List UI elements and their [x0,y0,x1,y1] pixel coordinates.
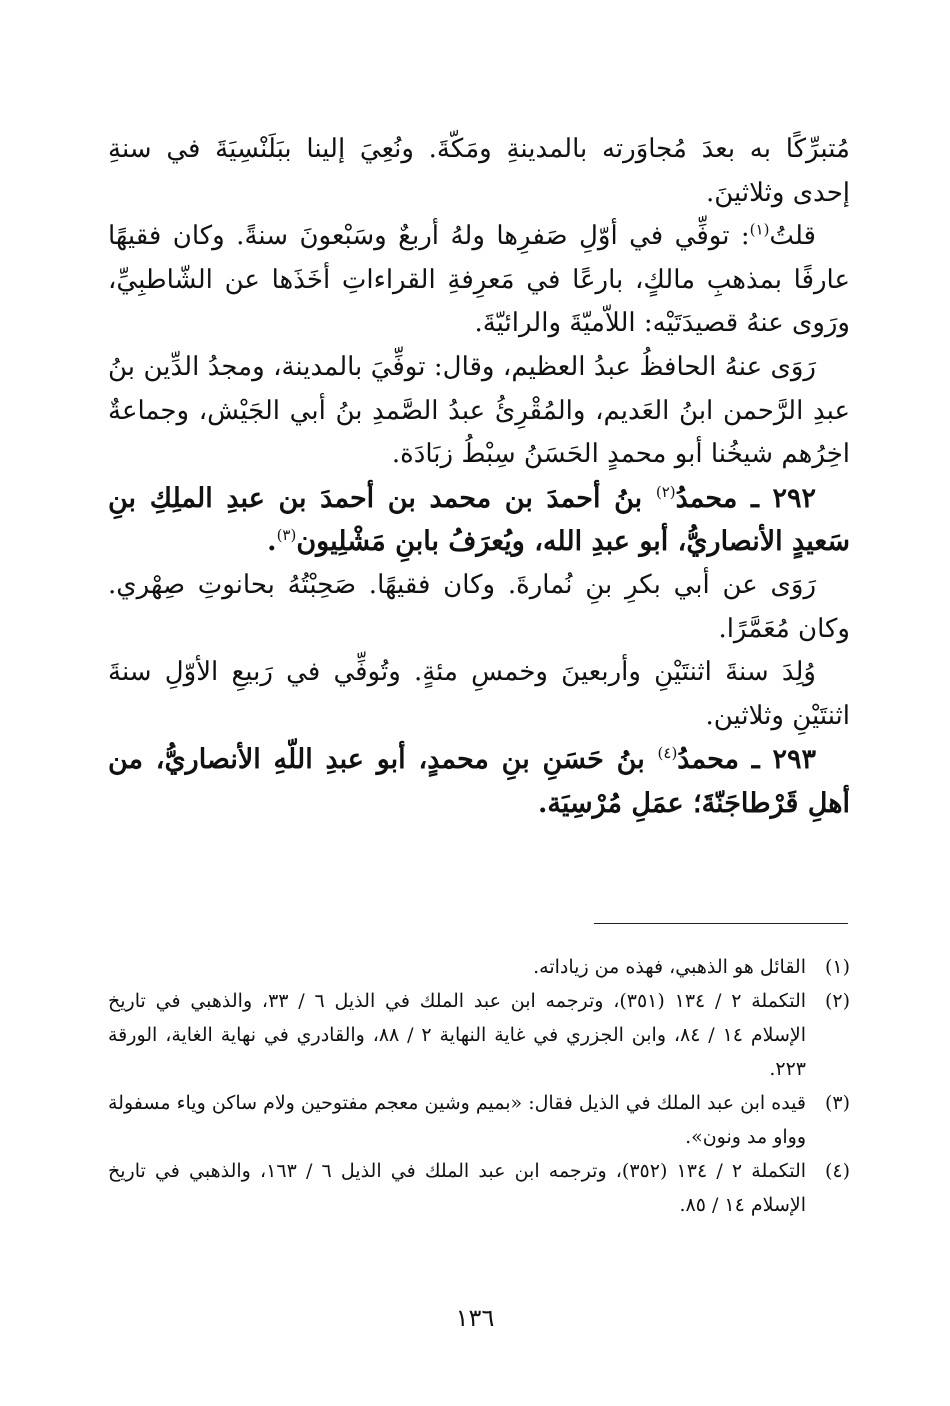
entry-293-head: ٢٩٣ ـ محمدُ [677,744,816,776]
footnote-text: التكملة ٢ / ١٣٤ (٣٥١)، وترجمه ابن عبد الملك في الذيل ٦ / ٣٣، والذهبي في تاريخ الإسلام ١٤ / ٨٤، وابن الجزري في غاية النهاية ٢ / ٨٨، والقادري في نهاية الغاية، الورقة ٢٢٣. [108,990,807,1080]
paragraph-1: مُتبرِّكًا به بعدَ مُجاوَرته بالمدينةِ ومَكّةَ. ونُعِيَ إلينا ببَلَنْسِيَةَ في سنةِ إحدى وثلاثينَ. [108,134,850,208]
footnote-ref-1: (١) [749,220,770,239]
paragraph-4: رَوَى عن أبي بكرِ بنِ نُمارةَ. وكان فقيهًا. صَحِبْتُهُ بحانوتِ صِهْري. وكان مُعَمَّرًا. [108,569,850,644]
paragraph-5: وُلِدَ سنةَ اثنتَيْنِ وأربعينَ وخمسِ مئةٍ. وتُوفِّي في رَبيعِ الأوّلِ سنةَ اثنتَيْنِ وثلاثين. [108,657,850,731]
footnote-number: (٣) [824,1092,850,1114]
footnote-2 [108,984,850,1086]
footnote-1 [108,950,850,984]
entry-292-end: . [267,526,277,558]
footnote-ref-3: (٣) [276,526,297,545]
entry-293-body: بنُ حَسَنِ بنِ محمدٍ، أبو عبدِ اللّهِ الأنصاريُّ، من أهلِ قَرْطاجَنّةَ؛ عمَلِ مُرْسِيَة. [108,744,850,819]
footnote-ref-2: (٢) [655,482,676,501]
footnote-number: (٢) [824,990,850,1012]
footnote-ref-4: (٤) [657,744,678,763]
footnote-3 [108,1086,850,1154]
footnote-text: التكملة ٢ / ١٣٤ (٣٥٢)، وترجمه ابن عبد الملك في الذيل ٦ / ١٦٣، والذهبي في تاريخ الإسلام ١٤ / ٨٥. [108,1160,807,1216]
footnote-4 [108,1154,850,1222]
footnote-text: القائل هو الذهبي، فهذه من زياداته. [533,956,806,978]
page-number: ١٣٦ [455,1304,495,1332]
entry-292-body: بنُ أحمدَ بن محمد بن أحمدَ بن عبدِ الملِكِ بنِ سَعيدٍ الأنصاريُّ، أبو عبدِ الله، ويُعرَفُ بابنِ مَشْلِيون [108,482,850,558]
footnote-divider [594,923,848,924]
footnote-number: (١) [824,956,850,978]
entry-292-heading [108,477,850,564]
main-text [108,128,850,826]
footnote-text: قيده ابن عبد الملك في الذيل فقال: «بميم وشين معجم مفتوحين ولام ساكن وياء مسفولة وواو مد ونون». [108,1092,806,1148]
paragraph-3: رَوَى عنهُ الحافظُ عبدُ العظيم، وقال: توفِّيَ بالمدينة، ومجدُ الدِّين بنُ عبدِ الرَّحمن ابنُ العَديم، والمُقْرِئُ عبدُ الصَّمدِ بنُ أبي الجَيْش، وجماعةٌ اخِرُهم شيخُنا أبو محمدٍ الحَسَنُ سِبْطُ زبَادَة. [108,351,850,470]
entry-293-heading [108,738,850,825]
paragraph-2-start: قلتُ [769,221,816,252]
entry-292-head: ٢٩٢ ـ محمدُ [675,482,817,514]
paragraph-2 [108,215,850,346]
paragraph-2-rest: : توفِّي في أوّلِ صَفرِها ولهُ أربعٌ وسَبْعونَ سنةً. وكان فقيهًا عارفًا بمذهبِ مالكٍ، بارعًا في مَعرِفةِ القراءاتِ أخَذَها عن الشّاطبِيِّ، ورَوى عنهُ قصيدَتَيْه: اللاّميّةَ والرائيّةَ. [108,221,850,339]
footnotes [108,950,850,1222]
footnote-number: (٤) [824,1160,850,1182]
